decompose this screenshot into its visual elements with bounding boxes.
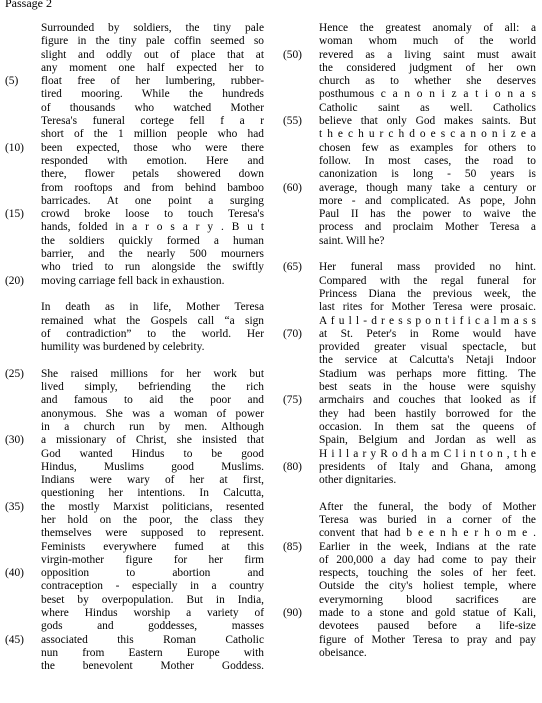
passage-line	[5, 168, 268, 181]
line-text: Indians were wary of her at first,	[41, 474, 264, 487]
passage-line	[5, 142, 268, 155]
line-text: the mostly Marxist politicians, resented	[41, 500, 264, 513]
line-text: Feminists everywhere fumed at this	[41, 540, 264, 553]
passage-line	[5, 248, 268, 261]
line-text: who tried to run alongside the swiftly	[41, 261, 264, 274]
line-text: crowd broke loose to touch Teresa's	[41, 208, 264, 221]
passage-line	[283, 354, 540, 367]
line-number: (70)	[283, 327, 302, 340]
line-text: chosen few as examples for others to	[319, 141, 536, 154]
line-text: barricades. At one point a surging	[41, 194, 264, 207]
line-text: A f u l l - d r e s s p o n t i f i c a l m a s s	[319, 314, 536, 327]
passage-line	[5, 394, 268, 407]
line-text: anonymous. She was a woman of power	[41, 407, 264, 420]
line-text: there, flower petals showered down	[41, 168, 264, 181]
line-number: (80)	[283, 460, 302, 473]
passage-line	[283, 647, 540, 660]
line-text: associated this Roman Catholic	[41, 633, 264, 646]
passage-line	[283, 434, 540, 447]
passage-line	[283, 49, 540, 62]
line-text: Her funeral mass provided no hint.	[319, 261, 536, 274]
passage-line	[283, 514, 540, 527]
passage-line	[5, 474, 268, 487]
line-text: Stadium was perhaps more fitting. The	[319, 367, 536, 380]
passage-line	[5, 155, 268, 168]
passage-line	[283, 594, 540, 607]
line-number: (45)	[5, 633, 24, 646]
line-number: (40)	[5, 567, 24, 580]
passage-line	[5, 527, 268, 540]
line-number: (85)	[283, 540, 302, 553]
line-text: responded with emotion. Here and	[41, 154, 264, 167]
line-text: Paul II has the power to waive the	[319, 208, 536, 221]
line-text: the soldiers quickly formed a human	[41, 234, 264, 247]
line-text: hands, folded in a r o s a r y . B u t	[41, 221, 264, 234]
passage-line	[283, 208, 540, 221]
line-number: (90)	[283, 607, 302, 620]
line-text: moving carriage fell back in exhaustion.	[41, 274, 225, 287]
passage-line	[5, 35, 268, 48]
passage-line	[5, 328, 268, 341]
passage-line	[283, 235, 540, 248]
passage-line	[283, 88, 540, 101]
passage-line	[5, 487, 268, 500]
passage-line	[283, 315, 540, 328]
passage-line	[5, 341, 268, 354]
passage-line	[283, 408, 540, 421]
line-text: gods and goddesses, masses	[41, 620, 264, 633]
line-text: remained what the Gospels call “a sign	[41, 314, 264, 327]
passage-line	[5, 434, 268, 447]
passage-line	[283, 288, 540, 301]
passage-line	[5, 381, 268, 394]
passage-line	[5, 75, 268, 88]
left-column	[5, 22, 268, 674]
passage-line	[5, 554, 268, 567]
passage-line	[5, 195, 268, 208]
passage-line	[283, 275, 540, 288]
line-text: at St. Peter's in Rome would have	[319, 327, 536, 340]
line-text: woman whom much of the world	[319, 35, 536, 48]
line-text: of thousands who watched Mother	[41, 101, 264, 114]
line-number: (35)	[5, 500, 24, 513]
line-text: church as to whether she deserves	[319, 75, 536, 88]
line-text: Compared with the regal funeral for	[319, 274, 536, 287]
paragraph-break	[5, 288, 268, 301]
passage-line	[283, 634, 540, 647]
passage-line	[283, 607, 540, 620]
passage-line	[283, 474, 540, 487]
line-text: follow. In most cases, the road to	[319, 154, 536, 167]
passage-line	[283, 62, 540, 75]
passage-line	[5, 448, 268, 461]
line-number: (60)	[283, 181, 302, 194]
line-text: short of the 1 million people who had	[41, 128, 264, 141]
passage-line	[5, 461, 268, 474]
passage-line	[5, 567, 268, 580]
passage-line	[283, 168, 540, 181]
passage-line	[283, 35, 540, 48]
passage-line	[283, 381, 540, 394]
passage-line	[5, 620, 268, 633]
line-text: a missionary of Christ, she insisted that	[41, 434, 264, 447]
passage-line	[5, 49, 268, 62]
passage-line	[283, 501, 540, 514]
right-column	[283, 22, 540, 660]
line-text: H i l l a r y R o d h a m C l i n t o n , t h e	[319, 447, 536, 460]
line-text: process and proclaim Mother Teresa a	[319, 221, 536, 234]
passage-line	[5, 514, 268, 527]
line-text: Outside the city's holiest temple, where	[319, 580, 536, 593]
line-text: believe that only God makes saints. But	[319, 115, 536, 128]
passage-line	[5, 221, 268, 234]
line-number: (75)	[283, 394, 302, 407]
passage-line	[5, 594, 268, 607]
line-text: the benevolent Mother Goddess.	[41, 660, 264, 673]
line-text: occasion. In them sat the queens of	[319, 420, 536, 433]
line-text: figure in the tiny pale coffin seemed so	[41, 35, 264, 48]
passage-line	[5, 368, 268, 381]
passage-line	[5, 182, 268, 195]
line-text: everymorning blood sacrifices are	[319, 593, 536, 606]
passage-line	[5, 634, 268, 647]
line-text: beset by overpopulation. But in India,	[41, 593, 264, 606]
line-text: humility was burdened by celebrity.	[41, 341, 205, 354]
passage-line	[283, 128, 540, 141]
line-text: more - and complicated. As pope, John	[319, 194, 536, 207]
line-text: Earlier in the week, Indians at the rate	[319, 540, 536, 553]
passage-line	[5, 421, 268, 434]
line-text: been expected, those who were there	[41, 141, 264, 154]
line-text: of contradiction” to the world. Her	[41, 327, 264, 340]
line-text: the service at Calcutta's Netaji Indoor	[319, 354, 536, 367]
passage-line	[5, 580, 268, 593]
line-text: nun from Eastern Europe with	[41, 646, 264, 659]
passage-line	[283, 394, 540, 407]
passage-line	[5, 607, 268, 620]
passage-line	[283, 75, 540, 88]
line-text: Princess Diana the previous week, the	[319, 287, 536, 300]
line-text: last rites for Mother Teresa were prosaic.	[319, 301, 536, 314]
passage-line	[5, 22, 268, 35]
paragraph-break	[283, 487, 540, 500]
line-text: barrier, and the nearly 500 mourners	[41, 248, 264, 261]
line-text: t h e c h u r c h d o e s c a n o n i z e a	[319, 128, 536, 141]
line-text: tired mooring. While the hundreds	[41, 88, 264, 101]
passage-line	[5, 315, 268, 328]
passage-line	[283, 341, 540, 354]
line-text: Teresa was buried in a corner of the	[319, 513, 536, 526]
passage-line	[283, 554, 540, 567]
passage-line	[283, 22, 540, 35]
line-text: She raised millions for her work but	[41, 367, 264, 380]
passage-line	[5, 115, 268, 128]
passage-line	[283, 115, 540, 128]
line-number: (55)	[283, 115, 302, 128]
line-text: Surrounded by soldiers, the tiny pale	[41, 22, 264, 34]
line-text: average, though many take a century or	[319, 181, 536, 194]
passage-line	[5, 102, 268, 115]
passage-line	[283, 580, 540, 593]
line-text: figure of Mother Teresa to pray and pay	[319, 633, 536, 646]
line-text: respects, touching the soles of her feet.	[319, 567, 536, 580]
line-text: Hence the greatest anomaly of all: a	[319, 22, 536, 34]
passage-line	[5, 208, 268, 221]
line-text: and famous to aid the poor and	[41, 394, 264, 407]
line-text: Spain, Belgium and Jordan as well as	[319, 434, 536, 447]
passage-line	[283, 155, 540, 168]
line-text: virgin-mother figure for her firm	[41, 553, 264, 566]
line-text: devotees paused before a life-size	[319, 620, 536, 633]
passage-line	[283, 182, 540, 195]
line-text: posthumous c a n o n i z a t i o n a s	[319, 88, 536, 101]
passage-line	[283, 368, 540, 381]
paragraph-break	[283, 248, 540, 261]
line-text: the considered judgment of her own	[319, 61, 536, 74]
line-text: In death as in life, Mother Teresa	[41, 301, 264, 314]
line-text: other dignitaries.	[319, 474, 397, 487]
line-text: where Hindus worship a variety of	[41, 607, 264, 620]
line-number: (10)	[5, 141, 24, 154]
line-text: best seats in the house were squishy	[319, 381, 536, 394]
passage-line	[5, 128, 268, 141]
line-text: obeisance.	[319, 646, 367, 659]
passage-line	[283, 221, 540, 234]
line-text: themselves were supposed to represent.	[41, 527, 264, 540]
passage-line	[5, 88, 268, 101]
line-text: Teresa's funeral cortege fell f a r	[41, 115, 264, 128]
passage-line	[283, 328, 540, 341]
passage-line	[283, 261, 540, 274]
line-text: presidents of Italy and Ghana, among	[319, 460, 536, 473]
line-text: her hold on the poor, the class they	[41, 513, 264, 526]
line-number: (50)	[283, 48, 302, 61]
passage-line	[5, 408, 268, 421]
line-number: (20)	[5, 274, 24, 287]
passage-line	[283, 448, 540, 461]
line-text: armchairs and couches that looked as if	[319, 394, 536, 407]
line-text: in a church run by men. Although	[41, 420, 264, 433]
passage-line	[5, 647, 268, 660]
line-text: contraception - especially in a country	[41, 580, 264, 593]
paragraph-break	[5, 354, 268, 367]
passage-line	[283, 620, 540, 633]
passage-line	[5, 275, 268, 288]
line-number: (30)	[5, 434, 24, 447]
passage-line	[5, 541, 268, 554]
line-number: (15)	[5, 208, 24, 221]
passage-line	[5, 501, 268, 514]
line-text: Hindus, Muslims good Muslims.	[41, 460, 264, 473]
line-text: from rooftops and from behind bamboo	[41, 181, 264, 194]
line-number: (25)	[5, 367, 24, 380]
passage-line	[283, 527, 540, 540]
line-number: (5)	[5, 75, 19, 88]
passage-line	[5, 301, 268, 314]
line-text: Catholic saint as well. Catholics	[319, 101, 536, 114]
line-text: slight and oddly out of place that at	[41, 48, 264, 61]
line-text: of 200,000 a day had come to pay their	[319, 553, 536, 566]
passage-line	[283, 567, 540, 580]
passage-title: Passage 2	[5, 0, 52, 10]
passage-line	[5, 660, 268, 673]
line-text: convent that had b e e n h e r h o m e .	[319, 527, 536, 540]
line-text: made to a stone and gold statue of Kali,	[319, 607, 536, 620]
line-text: questioning her intentions. In Calcutta,	[41, 487, 264, 500]
passage-line	[283, 461, 540, 474]
line-text: opposition to abortion and	[41, 567, 264, 580]
passage-line	[283, 541, 540, 554]
line-text: any moment one half expected her to	[41, 61, 264, 74]
passage-line	[283, 102, 540, 115]
line-number: (65)	[283, 261, 302, 274]
line-text: saint. Will he?	[319, 234, 385, 247]
passage-line	[283, 142, 540, 155]
passage-line	[283, 301, 540, 314]
line-text: After the funeral, the body of Mother	[319, 500, 536, 513]
passage-line	[283, 421, 540, 434]
passage-line	[283, 195, 540, 208]
passage-line	[5, 235, 268, 248]
passage-line	[5, 261, 268, 274]
line-text: God wanted Hindus to be good	[41, 447, 264, 460]
passage-line	[5, 62, 268, 75]
line-text: revered as a living saint must await	[319, 48, 536, 61]
line-text: canonization is long - 50 years is	[319, 168, 536, 181]
line-text: float free of her lumbering, rubber-	[41, 75, 264, 88]
line-text: provided greater visual spectacle, but	[319, 341, 536, 354]
line-text: lived simply, befriending the rich	[41, 381, 264, 394]
line-text: they had been hastily borrowed for the	[319, 407, 536, 420]
